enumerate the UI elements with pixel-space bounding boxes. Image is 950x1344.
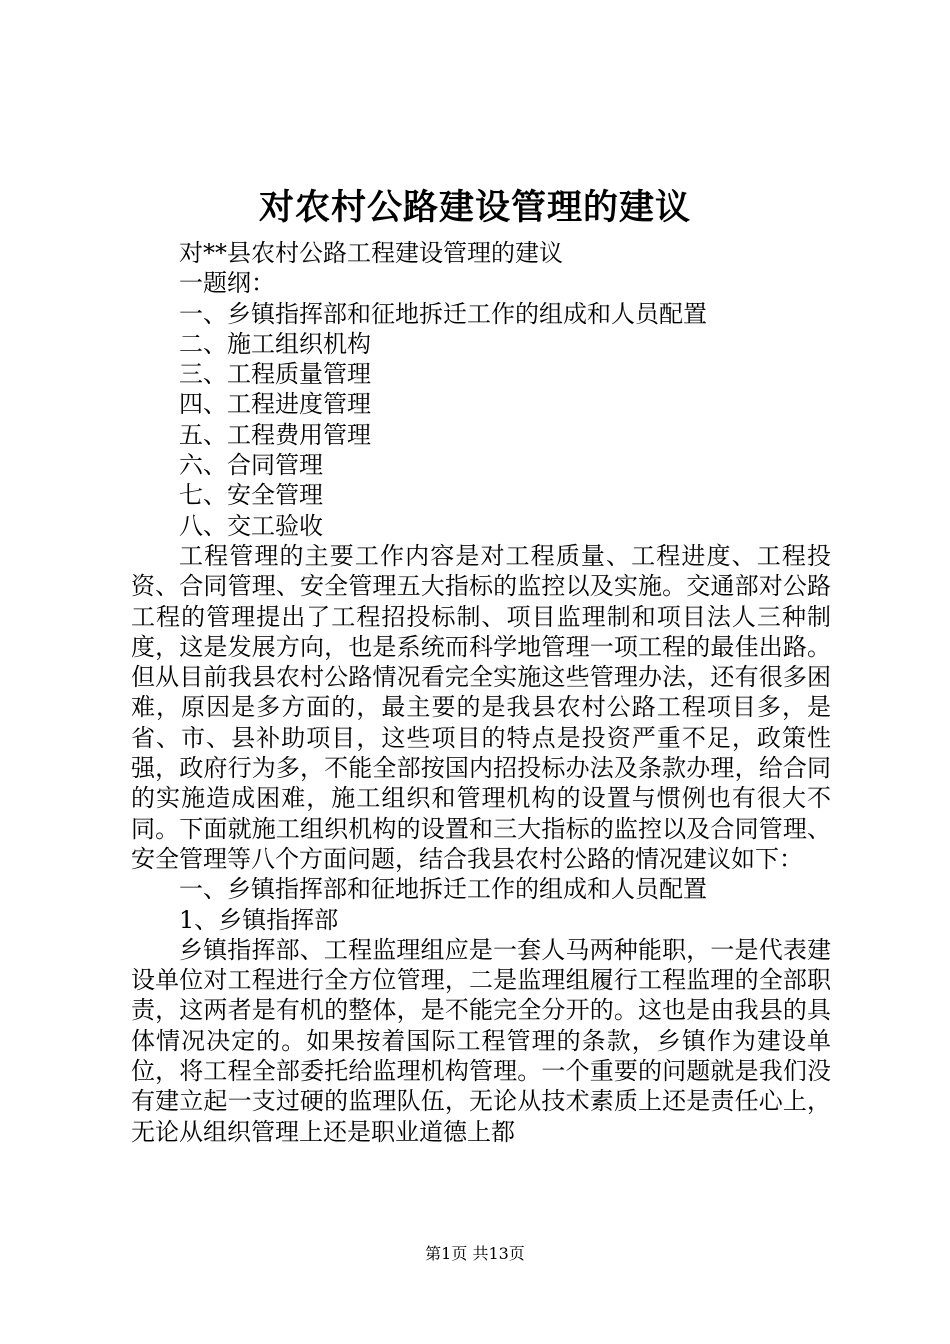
document-body [131,238,831,1147]
outline-item: 二、施工组织机构 [179,329,371,358]
outline-item: 三、工程质量管理 [179,360,371,389]
document-title: 对农村公路建设管理的建议 [258,187,691,228]
page-number-footer: 第1页 共13页 [425,1244,525,1263]
subsection-heading: 1、乡镇指挥部 [179,905,339,934]
outline-item: 七、安全管理 [179,481,323,510]
section-heading: 一、乡镇指挥部和征地拆迁工作的组成和人员配置 [179,875,707,904]
outline-item: 五、工程费用管理 [179,420,371,449]
outline-item: 八、交工验收 [179,511,323,540]
intro-paragraph: 工程管理的主要工作内容是对工程质量、工程进度、工程投资、合同管理、安全管理五大指标的监控以及实施。交通部对公路工程的管理提出了工程招投标制、项目监理制和项目法人三种制度，这是发展方向，也是系统而科学地管理一项工程的最佳出路。但从目前我县农村公路情况看完全实施这些管理办法，还有很多困难，原因是多方面的，最主要的是我县农村公路工程项目多，是省、市、县补助项目，这些项目的特点是投资严重不足，政策性强，政府行为多，不能全部按国内招投标办法及条款办理，给合同的实施造成困难，施工组织和管理机构的设置与惯例也有很大不同。下面就施工组织机构的设置和三大指标的监控以及合同管理、安全管理等八个方面问题，结合我县农村公路的情况建议如下： [131,541,831,873]
outline-heading: 一题纲： [179,269,275,298]
document-subtitle: 对**县农村公路工程建设管理的建议 [179,239,563,267]
outline-item: 六、合同管理 [179,451,323,480]
section-paragraph: 乡镇指挥部、工程监理组应是一套人马两种能职，一是代表建设单位对工程进行全方位管理，二是监理组履行工程监理的全部职责，这两者是有机的整体，是不能完全分开的。这也是由我县的具体情况决定的。如果按着国际工程管理的条款，乡镇作为建设单位，将工程全部委托给监理机构管理。一个重要的问题就是我们没有建立起一支过硬的监理队伍，无论从技术素质上还是责任心上，无论从组织管理上还是职业道德上都 [131,935,831,1146]
outline-item: 一、乡镇指挥部和征地拆迁工作的组成和人员配置 [179,299,707,328]
outline-item: 四、工程进度管理 [179,390,371,419]
